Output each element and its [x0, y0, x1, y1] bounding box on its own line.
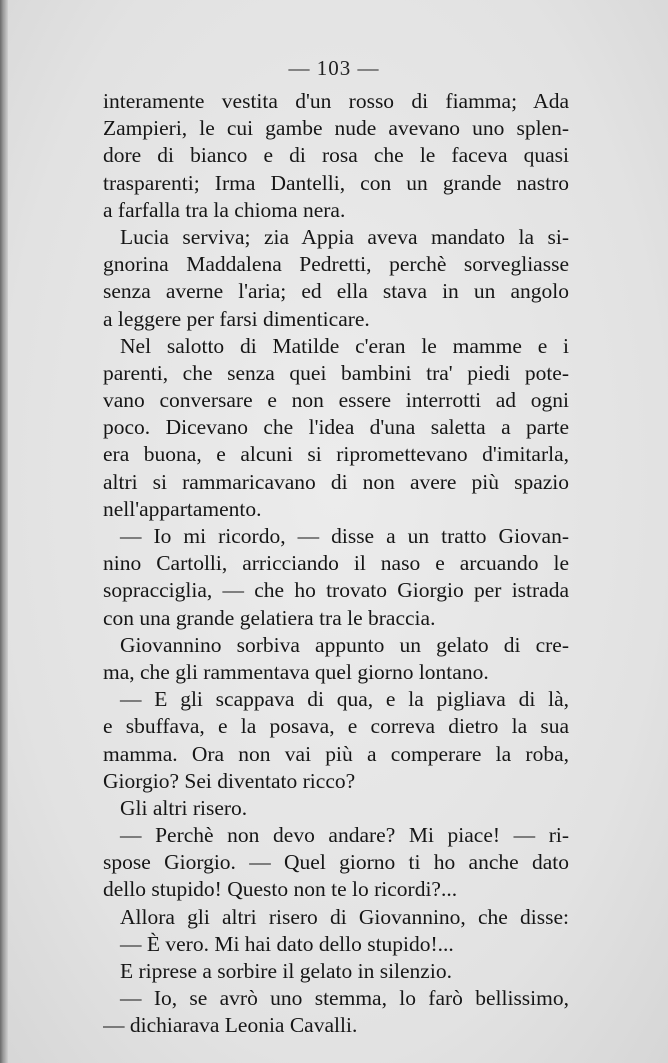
text-line: — Perchè non devo andare? Mi piace! — ri-	[120, 823, 569, 848]
text-line: poco. Dicevano che l'idea d'una saletta a parte	[103, 415, 569, 440]
text-line: e sbuffava, e la posava, e correva dietro la sua	[103, 714, 569, 739]
text-line: dello stupido! Questo non te lo ricordi?...	[103, 877, 458, 902]
text-line: — dichiarava Leonia Cavalli.	[103, 1013, 358, 1038]
text-line: Lucia serviva; zia Appia aveva mandato la si-	[120, 224, 569, 249]
text-line: altri si rammaricavano di non avere più spazio	[103, 469, 569, 494]
text-line: — E gli scappava di qua, e la pigliava di là,	[120, 687, 569, 712]
text-line: sopracciglia, — che ho trovato Giorgio per istrada	[103, 578, 569, 603]
text-line: Giovannino sorbiva appunto un gelato di cre-	[120, 632, 569, 657]
text-line: Allora gli altri risero di Giovannino, che disse:	[120, 904, 569, 929]
text-line: — Io mi ricordo, — disse a un tratto Giovan-	[120, 524, 569, 548]
text-line: mamma. Ora non vai più a comperare la roba,	[103, 741, 569, 766]
text-line: nino Cartolli, arricciando il naso e arcuando le	[103, 551, 569, 576]
text-line: interamente vestita d'un rosso di fiamma; Ada	[103, 89, 569, 113]
text-line: a farfalla tra la chioma nera.	[103, 197, 346, 222]
text-line: — Io, se avrò uno stemma, lo farò bellissimo,	[120, 986, 569, 1011]
body-text	[103, 88, 569, 1040]
text-line: dore di bianco e di rosa che le faceva quasi	[103, 143, 569, 168]
text-line: E riprese a sorbire il gelato in silenzio.	[120, 959, 452, 983]
text-line: nell'appartamento.	[103, 496, 262, 521]
text-line: con una grande gelatiera tra le braccia.	[103, 605, 436, 630]
text-line: era buona, e alcuni si ripromettevano d'imitarla,	[103, 442, 569, 467]
text-line: — È vero. Mi hai dato dello stupido!...	[120, 931, 454, 956]
text-line: Giorgio? Sei diventato ricco?	[103, 768, 356, 793]
text-line: gnorina Maddalena Pedretti, perchè sorvegliasse	[103, 252, 569, 277]
text-line: ma, che gli rammentava quel giorno lontano.	[103, 659, 489, 684]
text-line: parenti, che senza quei bambini tra' piedi pote-	[103, 360, 569, 385]
page-number: — 103 —	[288, 56, 380, 80]
text-line: Zampieri, le cui gambe nude avevano uno splen-	[103, 116, 569, 141]
binding-edge	[0, 0, 8, 1063]
text-line: senza averne l'aria; ed ella stava in un angolo	[103, 279, 569, 304]
text-line: spose Giorgio. — Quel giorno ti ho anche dato	[103, 850, 569, 875]
text-line: vano conversare e non essere interrotti ad ogni	[103, 388, 569, 413]
text-line: Nel salotto di Matilde c'eran le mamme e i	[120, 333, 569, 358]
text-line: trasparenti; Irma Dantelli, con un grande nastro	[103, 170, 569, 195]
text-line: Gli altri risero.	[120, 795, 248, 820]
text-line: a leggere per farsi dimenticare.	[103, 306, 370, 331]
